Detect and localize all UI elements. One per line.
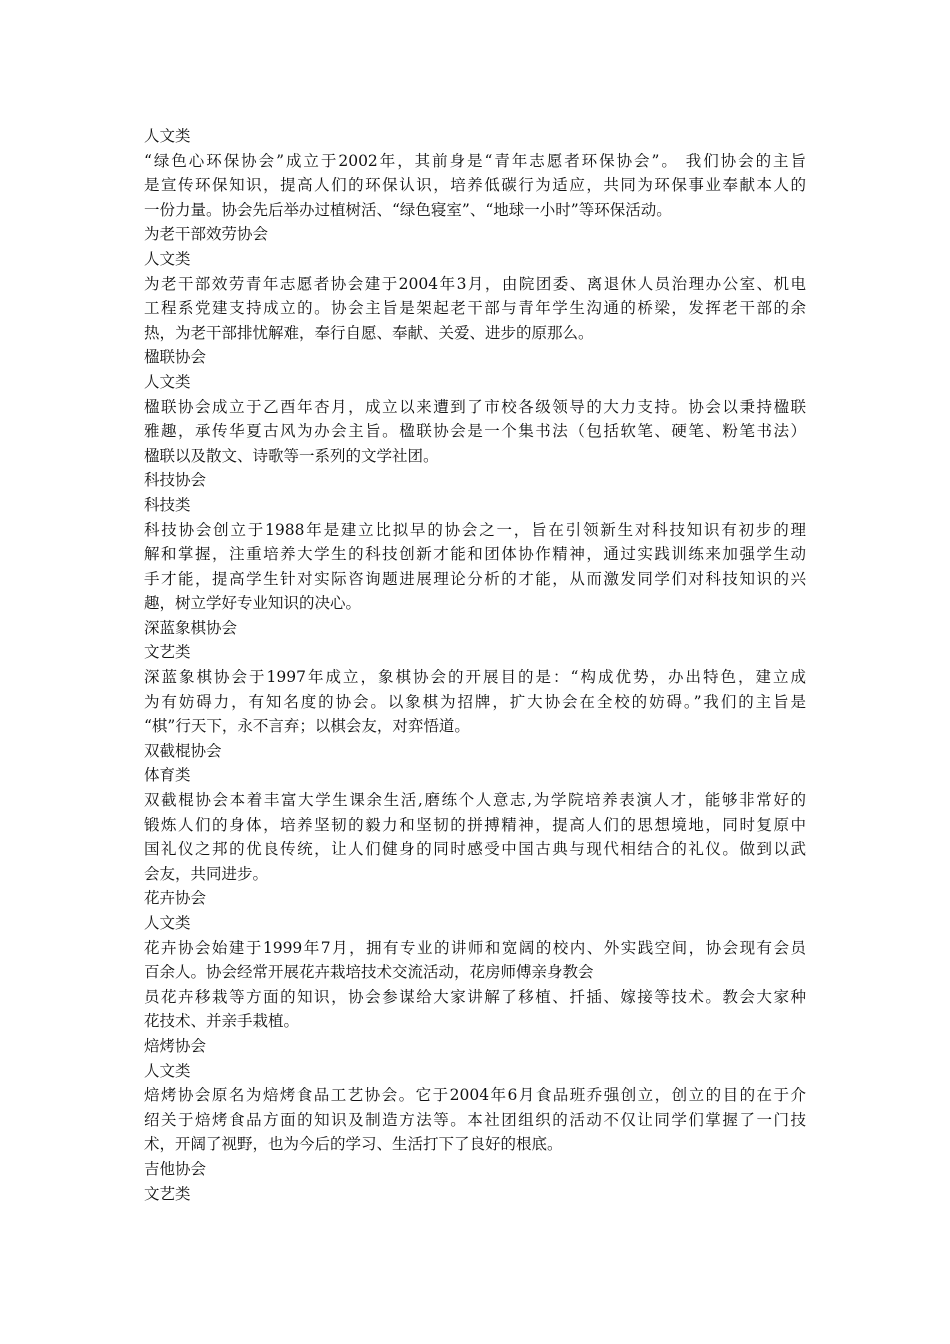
text-line: 国礼仪之邦的优良传统，让人们健身的同时感受中国古典与现代相结合的礼仪。做到以武 xyxy=(144,840,806,859)
text-line: 锻炼人们的身体，培养坚韧的毅力和坚韧的拼搏精神，提高人们的思想境地，同时复原中 xyxy=(144,815,806,834)
text-line: 焙烤协会 xyxy=(144,1036,207,1055)
text-line: 文艺类 xyxy=(144,1184,191,1203)
text-line: 楹联协会 xyxy=(144,348,207,367)
text-line: 手才能，提高学生针对实际咨询题进展理论分析的才能，从而激发同学们对科技知识的兴 xyxy=(144,569,806,588)
text-line: 楹联协会成立于乙酉年杏月，成立以来遭到了市校各级领导的大力支持。协会以秉持楹联 xyxy=(144,397,806,416)
text-line: 会友，共同进步。 xyxy=(144,864,269,883)
text-line: 一份力量。协会先后举办过植树活、“绿色寝室”、“地球一小时”等环保活动。 xyxy=(144,200,672,219)
text-line: 为老干部效劳协会 xyxy=(144,225,269,244)
text-line: 工程系党建支持成立的。协会主旨是架起老干部与青年学生沟通的桥梁，发挥老干部的余 xyxy=(144,299,806,318)
text-line: 深蓝象棋协会于1997年成立，象棋协会的开展目的是：“构成优势，办出特色，建立成 xyxy=(144,668,806,687)
text-line: 绍关于焙烤食品方面的知识及制造方法等。本社团组织的活动不仅让同学们掌握了一门技 xyxy=(144,1110,806,1129)
text-line: 为有妨碍力，有知名度的协会。以象棋为招牌，扩大协会在全校的妨碍。”我们的主旨是 xyxy=(144,692,806,711)
text-line: 吉他协会 xyxy=(144,1159,207,1178)
text-line: 科技协会 xyxy=(144,471,207,490)
text-line: 热，为老干部排忧解难，奉行自愿、奉献、关爱、进步的原那么。 xyxy=(144,323,594,342)
text-line: 科技类 xyxy=(144,495,191,514)
document-body xyxy=(144,124,806,1206)
text-line: 趣，树立学好专业知识的决心。 xyxy=(144,594,362,613)
text-line: 焙烤协会原名为焙烤食品工艺协会。它于2004年6月食品班乔强创立，创立的目的在于介 xyxy=(144,1086,806,1105)
text-line: 雅趣，承传华夏古风为办会主旨。楹联协会是一个集书法（包括软笔、硬笔、粉笔书法） xyxy=(144,422,806,441)
text-line: 深蓝象棋协会 xyxy=(144,618,238,637)
text-line: 人文类 xyxy=(144,914,191,932)
text-line: 花技术、并亲手栽植。 xyxy=(144,1012,300,1031)
text-line: 解和掌握，注重培养大学生的科技创新才能和团体协作精神，通过实践训练来加强学生动 xyxy=(144,545,806,564)
text-line: 科技协会创立于1988年是建立比拟早的协会之一，旨在引领新生对科技知识有初步的理 xyxy=(144,520,806,539)
text-line: “绿色心环保协会”成立于2002年，其前身是“青年志愿者环保协会”。 我们协会的主旨 xyxy=(144,151,806,170)
text-line: 人文类 xyxy=(144,1061,191,1080)
text-line: 双截棍协会本着丰富大学生课余生活,磨练个人意志,为学院培养表演人才，能够非常好的 xyxy=(144,791,806,810)
text-line: “棋”行天下，永不言弃；以棋会友，对弈悟道。 xyxy=(144,717,470,736)
text-line: 术，开阔了视野，也为今后的学习、生活打下了良好的根底。 xyxy=(144,1135,563,1154)
text-line: 人文类 xyxy=(144,249,191,268)
text-line: 双截棍协会 xyxy=(144,741,222,760)
text-line: 人文类 xyxy=(144,127,191,145)
text-line: 百余人。协会经常开展花卉栽培技术交流活动，花房师傅亲身教会 xyxy=(144,963,594,982)
text-line: 楹联以及散文、诗歌等一系列的文学社团。 xyxy=(144,446,439,465)
text-line: 花卉协会始建于1999年7月，拥有专业的讲师和宽阔的校内、外实践空间，协会现有会员 xyxy=(144,938,806,957)
text-line: 体育类 xyxy=(144,766,191,785)
text-line: 是宣传环保知识，提高人们的环保认识，培养低碳行为适应，共同为环保事业奉献本人的 xyxy=(144,176,806,195)
text-line: 为老干部效劳青年志愿者协会建于2004年3月，由院团委、离退休人员治理办公室、机电 xyxy=(144,274,806,293)
text-line: 员花卉移栽等方面的知识，协会参谋给大家讲解了移植、扦插、嫁接等技术。教会大家种 xyxy=(144,987,806,1006)
text-line: 文艺类 xyxy=(144,643,191,662)
text-line: 花卉协会 xyxy=(144,889,207,908)
text-line: 人文类 xyxy=(144,372,191,391)
